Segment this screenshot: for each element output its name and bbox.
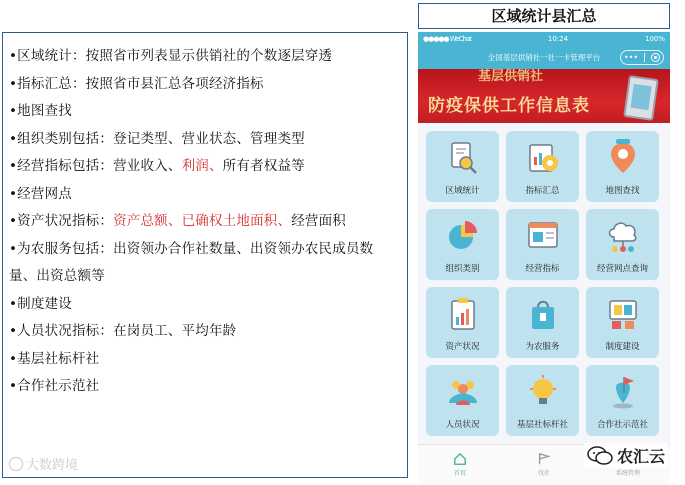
bullet-highlight-text: 利润、 <box>181 158 223 174</box>
cloud-network-icon <box>604 217 642 255</box>
watermark-text: 大数跨境 <box>26 458 79 473</box>
browser-window-icon <box>524 217 562 255</box>
close-target-icon[interactable] <box>651 53 660 62</box>
feature-tile[interactable] <box>426 131 499 202</box>
feature-tile[interactable] <box>506 365 579 436</box>
bullet-item <box>9 126 401 154</box>
monitor-cards-icon <box>604 295 642 333</box>
tile-label: 经营指标 <box>525 264 560 274</box>
bullet-highlight-text: 资产总额、已确权土地面积、 <box>113 213 292 229</box>
capsule-divider <box>644 53 645 62</box>
bullet-list <box>3 33 407 401</box>
bullet-item <box>9 318 401 346</box>
bullet-text: 经营面积 <box>291 213 346 229</box>
carrier-signal: ●●●●● WeChat <box>423 34 471 43</box>
bullet-text: •合作社示范社 <box>9 378 100 394</box>
bullet-item <box>9 43 401 71</box>
status-bar <box>418 32 670 45</box>
bullet-text: •经营指标包括：营业收入、 <box>9 158 182 174</box>
banner-main-text: 防疫保供工作信息表 <box>428 96 590 116</box>
bullet-text: •人员状况指标：在岗员工、平均年龄 <box>9 323 237 339</box>
tile-label: 指标汇总 <box>525 186 560 196</box>
gear-report-icon <box>524 139 562 177</box>
bullet-item <box>9 181 401 209</box>
watermark-logo-icon <box>9 457 23 471</box>
bullet-text: •为农服务包括：出资领办合作社数量、出资领办农民成员数 <box>9 240 374 257</box>
tile-label: 组织类别 <box>445 264 480 274</box>
bullet-item <box>9 291 401 319</box>
tab-label: 伐社 <box>537 470 550 477</box>
bullet-item <box>9 263 401 291</box>
bullet-text: •基层社标杆社 <box>9 350 100 367</box>
tile-label: 为农服务 <box>525 342 560 352</box>
bullet-text: 量、出资总额等 <box>9 268 105 284</box>
nav-bar <box>418 45 670 69</box>
feature-tile[interactable] <box>426 287 499 358</box>
feature-tile[interactable] <box>586 131 659 202</box>
bullet-item <box>9 71 401 99</box>
bullet-text: •地图查找 <box>9 103 72 119</box>
banner-top-text: 基层供销社 <box>478 69 544 84</box>
bullet-item <box>9 236 401 264</box>
bullet-text: •区域统计：按照省市列表显示供销社的个数逐层穿透 <box>9 48 333 64</box>
bullet-item <box>9 153 401 181</box>
tile-label: 基层社标杆社 <box>516 420 568 430</box>
pie-chart-icon <box>444 217 482 255</box>
feature-tile[interactable] <box>506 287 579 358</box>
feature-tile[interactable] <box>506 131 579 202</box>
feature-tile[interactable] <box>506 209 579 280</box>
bullet-text: •组织类别包括：登记类型、营业状态、管理类型 <box>9 130 305 147</box>
feature-tile[interactable] <box>426 209 499 280</box>
flag-icon <box>537 452 551 466</box>
bullet-text: •资产状况指标： <box>9 213 114 229</box>
phone-illustration-icon <box>623 75 659 121</box>
feature-description-panel <box>2 32 408 478</box>
feature-grid <box>418 123 670 436</box>
clipboard-chart-icon <box>444 295 482 333</box>
tile-label: 经营网点查询 <box>596 264 648 274</box>
watermark-right <box>584 443 668 468</box>
watermark-left <box>9 454 78 473</box>
tab-item[interactable] <box>430 452 490 477</box>
more-icon[interactable]: ••• <box>623 52 639 62</box>
tab-label: 首页 <box>453 470 466 477</box>
feature-tile[interactable] <box>426 365 499 436</box>
bullet-item <box>9 346 401 374</box>
bullet-text: •指标汇总：按照省市县汇总各项经济指标 <box>9 75 264 92</box>
tile-label: 区域统计 <box>445 186 480 196</box>
bullet-item <box>9 208 401 236</box>
tile-label: 地图查找 <box>605 186 640 196</box>
bullet-text: •制度建设 <box>9 295 72 312</box>
tab-label: 系统管理 <box>615 470 640 477</box>
bullet-item <box>9 98 401 126</box>
lightbulb-icon <box>524 373 562 411</box>
feature-tile[interactable] <box>586 209 659 280</box>
tile-label: 制度建设 <box>605 342 640 352</box>
banner[interactable] <box>418 69 670 123</box>
page-title: 区域统计县汇总 <box>418 3 670 29</box>
tile-label: 合作社示范社 <box>596 420 648 430</box>
wechat-bubble-icon <box>587 446 613 466</box>
phone-screen <box>418 32 670 484</box>
map-pin-icon <box>604 139 642 177</box>
battery-level: 100% <box>644 34 665 43</box>
tile-label: 人员状况 <box>445 420 480 430</box>
nav-title: 全国基层供销社一社一卡管理平台 <box>487 52 601 62</box>
feature-tile[interactable] <box>586 287 659 358</box>
shopping-bag-icon <box>524 295 562 333</box>
tile-label: 资产状况 <box>445 342 480 352</box>
home-icon <box>453 452 467 466</box>
magnifier-document-icon <box>444 139 482 177</box>
tab-item[interactable] <box>514 452 574 477</box>
team-people-icon <box>444 373 482 411</box>
flag-pin-icon <box>604 373 642 411</box>
miniprogram-capsule[interactable] <box>620 50 664 65</box>
bullet-text: •经营网点 <box>9 185 72 202</box>
bullet-text: 所有者权益等 <box>222 158 305 174</box>
watermark-right-text: 农汇云 <box>617 447 666 466</box>
status-time: 10:24 <box>547 34 569 43</box>
bullet-item <box>9 373 401 401</box>
feature-tile[interactable] <box>586 365 659 436</box>
